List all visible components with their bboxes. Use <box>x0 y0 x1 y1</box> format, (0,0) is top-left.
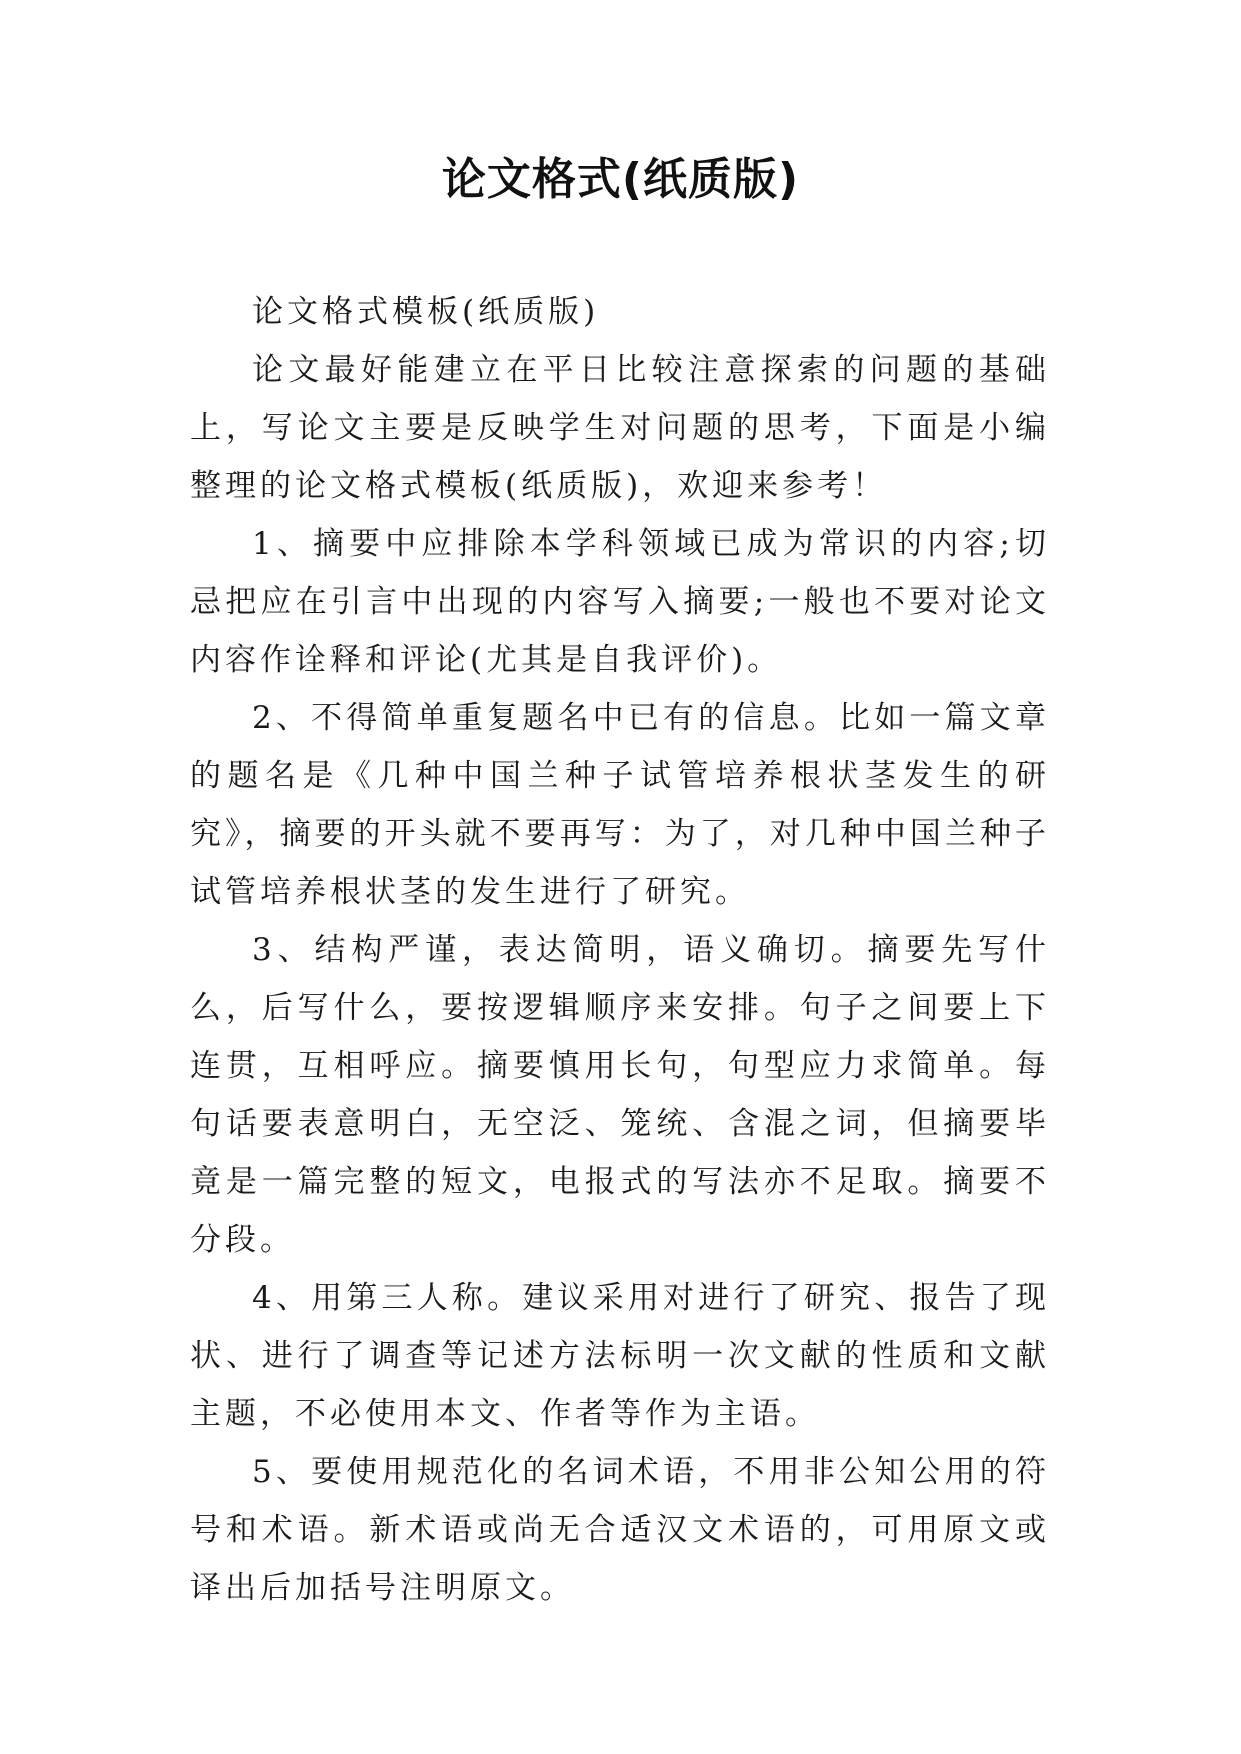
paragraph-rule-3: 3、结构严谨，表达简明，语义确切。摘要先写什么，后写什么，要按逻辑顺序来安排。句子之间要上下连贯，互相呼应。摘要慎用长句，句型应力求简单。每句话要表意明白，无空泛、笼统、含混之词，但摘要毕竟是一篇完整的短文，电报式的写法亦不足取。摘要不分段。 <box>190 932 1050 1258</box>
document-title: 论文格式(纸质版) <box>441 154 800 205</box>
paragraph-rule-1: 1、摘要中应排除本学科领域已成为常识的内容;切忌把应在引言中出现的内容写入摘要;一般也不要对论文内容作诠释和评论(尤其是自我评价)。 <box>190 526 1050 678</box>
paragraph-rule-2: 2、不得简单重复题名中已有的信息。比如一篇文章的题名是《几种中国兰种子试管培养根状茎发生的研究》，摘要的开头就不要再写：为了，对几种中国兰种子试管培养根状茎的发生进行了研究。 <box>190 700 1050 910</box>
paragraph-rule-5: 5、要使用规范化的名词术语，不用非公知公用的符号和术语。新术语或尚无合适汉文术语的，可用原文或译出后加括号注明原文。 <box>190 1454 1050 1606</box>
paragraph-rule-4: 4、用第三人称。建议采用对进行了研究、报告了现状、进行了调查等记述方法标明一次文献的性质和文献主题，不必使用本文、作者等作为主语。 <box>190 1280 1050 1432</box>
document-body <box>190 283 1050 1617</box>
paragraph-subtitle: 论文格式模板(纸质版) <box>252 294 600 330</box>
paragraph-intro: 论文最好能建立在平日比较注意探索的问题的基础上，写论文主要是反映学生对问题的思考，下面是小编整理的论文格式模板(纸质版)，欢迎来参考！ <box>190 352 1050 504</box>
